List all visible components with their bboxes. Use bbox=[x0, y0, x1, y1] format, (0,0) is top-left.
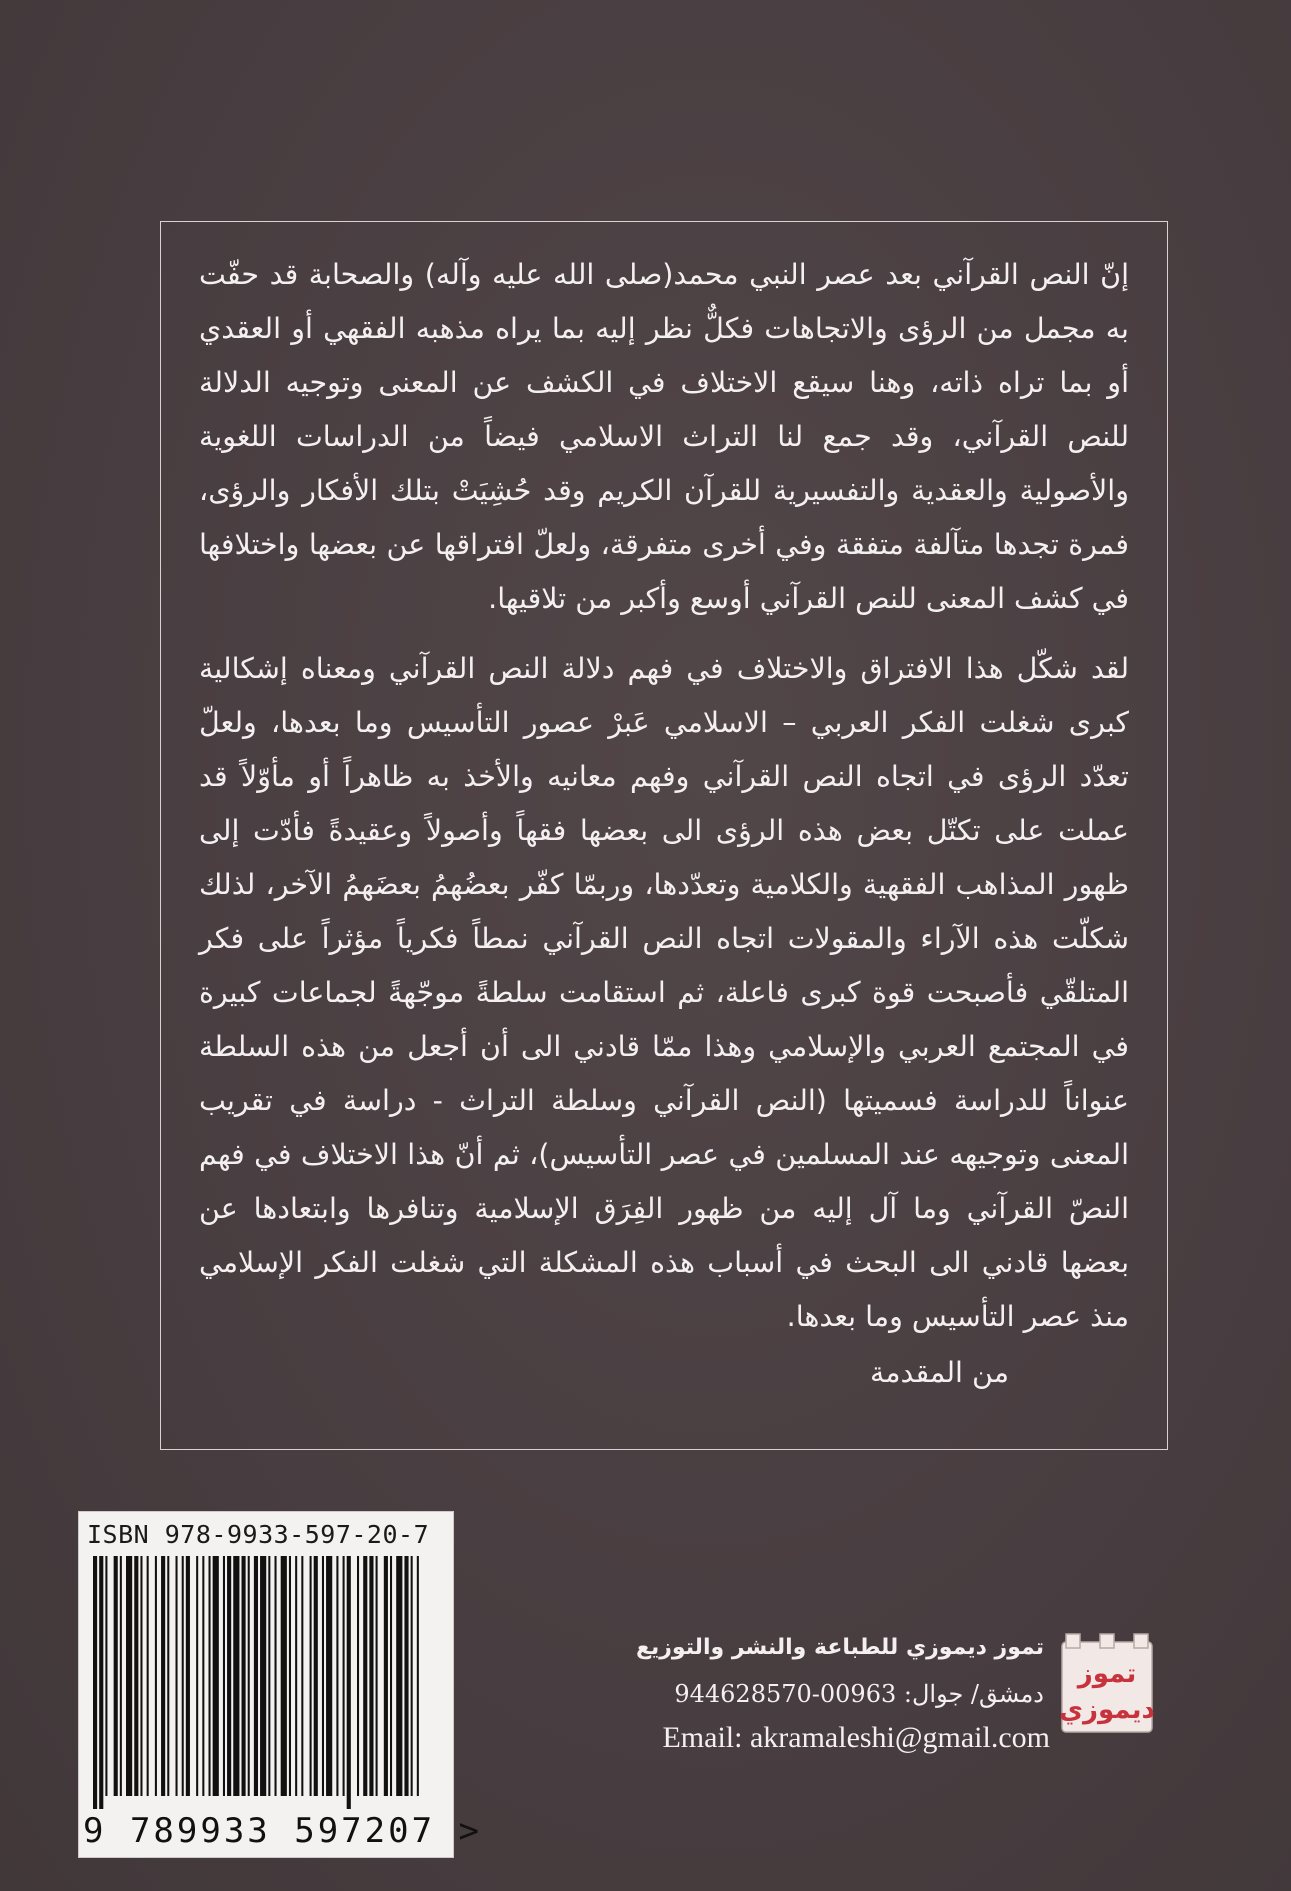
barcode-bar bbox=[404, 1556, 408, 1796]
barcode-bar bbox=[254, 1556, 258, 1796]
barcode-bar bbox=[93, 1556, 97, 1809]
barcode-bar bbox=[268, 1556, 270, 1796]
barcode-bar bbox=[147, 1556, 149, 1796]
barcode-bar bbox=[134, 1556, 138, 1796]
barcode-digits: 9 789933 597207 > bbox=[83, 1811, 482, 1851]
logo-text-line-1: تموز bbox=[1077, 1659, 1137, 1689]
publisher-phone: دمشق/ جوال: 00963-944628570 bbox=[674, 1680, 1044, 1708]
isbn-barcode bbox=[78, 1511, 482, 1858]
barcode-bar bbox=[275, 1556, 277, 1796]
barcode-bar bbox=[369, 1556, 373, 1796]
barcode-bar bbox=[114, 1556, 118, 1796]
blurb-paragraph-2: لقد شكّل هذا الافتراق والاختلاف في فهم دلالة النص القرآني ومعناه إشكالية كبرى شغلت الفكر العربي – الاسلامي عَبرْ عصور التأسيس وما بعدها، ولعلّ تعدّد الرؤى في اتجاه النص القرآني وفهم معانيه والأخذ به ظاهراً أو مأوّلاً قد عملت على تكتّل بعض هذه الرؤى الى بعضها فقهاً وأصولاً وعقيدةً فأدّت إلى ظهور المذاهب الفقهية والكلامية وتعدّدها، وربمّا كفّر بعضُهمُ بعضَهمُ الآخر، لذلك شكلّت هذه الآراء والمقولات اتجاه النص القرآني نمطاً فكرياً مؤثراً على فكر المتلقّي فأصبحت قوة كبرى فاعلة، ثم استقامت سلطةً موجّهةً لجماعات كبيرة في المجتمع العربي والإسلامي وهذا ممّا قادني الى أن أجعل من هذه السلطة عنواناً للدراسة فسميتها (النص القرآني وسلطة التراث - دراسة في تقريب المعنى وتوجيهه عند المسلمين في عصر التأسيس)، ثم أنّ هذا الاختلاف في فهم النصّ القرآني وما آل إليه من ظهور الفِرَق الإسلامية وتنافرها وابتعادها عن بعضها قادني الى البحث في أسباب هذه المشكلة التي شغلت الفكر الإسلامي منذ عصر التأسيس وما بعدها. bbox=[199, 652, 1129, 1333]
publisher-info bbox=[560, 1630, 1050, 1758]
barcode-bar bbox=[99, 1556, 103, 1809]
publisher-logo bbox=[1058, 1632, 1156, 1736]
barcode-bar bbox=[126, 1556, 132, 1796]
barcode-bar bbox=[314, 1556, 318, 1796]
barcode-bar bbox=[233, 1556, 239, 1796]
barcode-bar bbox=[322, 1556, 324, 1796]
barcode-bar bbox=[202, 1556, 204, 1796]
barcode-bar bbox=[182, 1556, 184, 1796]
barcode-bar bbox=[260, 1556, 266, 1796]
barcode-bar bbox=[396, 1556, 402, 1796]
barcode-bar bbox=[155, 1556, 157, 1796]
barcode-bar bbox=[223, 1556, 225, 1796]
barcode-bar bbox=[376, 1556, 378, 1796]
blurb-signature: من المقدمة bbox=[869, 1356, 1009, 1389]
barcode-bar bbox=[209, 1556, 211, 1796]
barcode-bar bbox=[167, 1556, 169, 1796]
barcode-bar bbox=[343, 1556, 345, 1796]
barcode-bar bbox=[347, 1556, 351, 1809]
barcode-bar bbox=[161, 1556, 165, 1796]
barcode-bar bbox=[326, 1556, 332, 1796]
blurb-text bbox=[199, 248, 1129, 1400]
barcode-bar bbox=[186, 1556, 190, 1796]
barcode-bar bbox=[105, 1556, 107, 1796]
barcode-bars bbox=[93, 1556, 423, 1809]
barcode-bar bbox=[417, 1556, 419, 1796]
barcode-bar bbox=[120, 1556, 122, 1796]
barcode-bar bbox=[248, 1556, 250, 1796]
barcode-bar bbox=[310, 1556, 312, 1796]
barcode-bar bbox=[213, 1556, 219, 1796]
barcode-bar bbox=[295, 1556, 297, 1796]
barcode-bar bbox=[301, 1556, 303, 1796]
barcode-bar bbox=[176, 1556, 178, 1796]
isbn-label: ISBN 978-9933-597-20-7 bbox=[87, 1520, 430, 1549]
barcode-bar bbox=[384, 1556, 388, 1796]
barcode-bar bbox=[140, 1556, 142, 1796]
barcode-bar bbox=[411, 1556, 413, 1796]
barcode-bar bbox=[289, 1556, 291, 1796]
barcode-bar bbox=[357, 1556, 359, 1796]
publisher-name: تموز ديموزي للطباعة والنشر والتوزيع bbox=[635, 1635, 1044, 1660]
barcode-bar bbox=[242, 1556, 246, 1796]
barcode-bar bbox=[363, 1556, 367, 1796]
barcode-bar bbox=[196, 1556, 198, 1796]
logo-text-line-2: ديموزي bbox=[1059, 1695, 1155, 1725]
publisher-email: Email: akramaleshi@gmail.com bbox=[662, 1721, 1050, 1754]
blurb-paragraph-1: إنّ النص القرآني بعد عصر النبي محمد(صلى الله عليه وآله) والصحابة قد حفّت به مجمل من الرؤى والاتجاهات فكلٌّ نظر إليه بما يراه مذهبه الفقهي أو العقدي أو بما تراه ذاته، وهنا سيقع الاختلاف في الكشف عن المعنى وتوجيه الدلالة للنص القرآني، وقد جمع لنا التراث الاسلامي فيضاً من الدراسات اللغوية والأصولية والعقدية والتفسيرية للقرآن الكريم وقد حُشِيَتْ بتلك الأفكار والرؤى، فمرة تجدها متآلفة متفقة وفي أخرى متفرقة، ولعلّ افتراقها عن بعضها واختلافها في كشف المعنى للنص القرآني أوسع وأكبر من تلاقيها. bbox=[199, 258, 1129, 615]
barcode-bar bbox=[390, 1556, 392, 1796]
blurb-frame bbox=[160, 221, 1168, 1450]
barcode-bar bbox=[281, 1556, 287, 1796]
barcode-bar bbox=[336, 1556, 338, 1796]
barcode-bar bbox=[227, 1556, 231, 1796]
